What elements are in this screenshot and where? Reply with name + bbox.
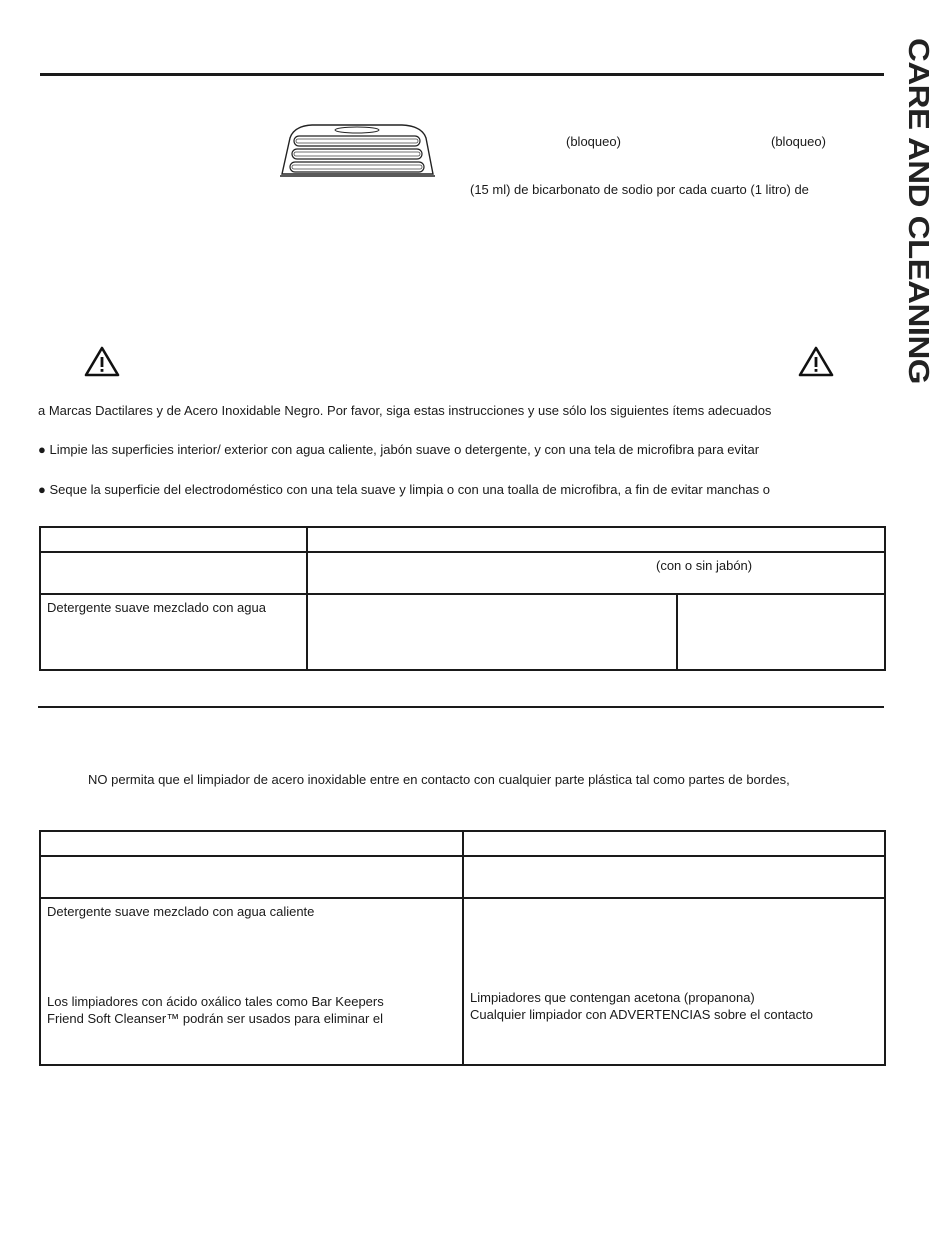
table-cell bbox=[40, 594, 307, 670]
cleaning-table-2 bbox=[39, 830, 886, 1066]
lock-label-1: (bloqueo) bbox=[566, 134, 621, 149]
table-row bbox=[40, 831, 885, 856]
stainless-plastic-warning: NO permita que el limpiador de acero inoxidable entre en contacto con cualquier parte plástica tal como partes de bordes, bbox=[88, 772, 790, 787]
table-cell bbox=[40, 552, 307, 594]
oxalic-cleaner-line-2: Friend Soft Cleanser™ podrán ser usados para eliminar el bbox=[47, 1011, 384, 1026]
table-cell bbox=[463, 856, 885, 898]
table-row bbox=[40, 856, 885, 898]
table-cell bbox=[677, 594, 885, 670]
baking-soda-text: (15 ml) de bicarbonato de sodio por cada cuarto (1 litro) de bbox=[470, 182, 809, 197]
top-rule bbox=[40, 73, 884, 76]
cleaning-table-1 bbox=[39, 526, 886, 671]
table-row bbox=[40, 552, 885, 594]
side-section-title: CARE AND CLEANING bbox=[902, 38, 936, 384]
bullet-dry-surface: ● Seque la superficie del electrodoméstico con una tela suave y limpia o con una toalla de microfibra, a fin de evitar manchas o bbox=[38, 482, 770, 497]
table-cell bbox=[307, 594, 677, 670]
warning-triangle-icon bbox=[798, 346, 834, 378]
table-cell bbox=[463, 898, 885, 1065]
mild-detergent-hot-water-text: Detergente suave mezclado con agua caliente bbox=[47, 904, 315, 919]
oxalic-cleaner-line-1: Los limpiadores con ácido oxálico tales como Bar Keepers bbox=[47, 994, 384, 1009]
table-cell bbox=[307, 552, 885, 594]
crisper-cover-illustration bbox=[278, 122, 436, 180]
table-cell bbox=[40, 856, 463, 898]
bullet-clean-surfaces: ● Limpie las superficies interior/ exterior con agua caliente, jabón suave o detergente, y con una tela de microfibra para evitar bbox=[38, 442, 760, 457]
soap-optional-text: (con o sin jabón) bbox=[656, 558, 753, 573]
table-row bbox=[40, 527, 885, 552]
lock-label-2: (bloqueo) bbox=[771, 134, 826, 149]
table-row bbox=[40, 594, 885, 670]
warning-triangle-icon bbox=[84, 346, 120, 378]
section-rule bbox=[38, 706, 884, 708]
table-header-cell bbox=[40, 527, 307, 552]
table-header-cell bbox=[40, 831, 463, 856]
warning-cleaner-text: Cualquier limpiador con ADVERTENCIAS sobre el contacto bbox=[470, 1007, 813, 1022]
mild-detergent-text: Detergente suave mezclado con agua bbox=[47, 600, 266, 615]
table-header-cell bbox=[307, 527, 885, 552]
table-header-cell bbox=[463, 831, 885, 856]
acetone-cleaner-text: Limpiadores que contengan acetona (propanona) bbox=[470, 990, 755, 1005]
stainless-intro-text: a Marcas Dactilares y de Acero Inoxidable Negro. Por favor, siga estas instrucciones y use sólo los siguientes ítems adecuados bbox=[38, 403, 772, 418]
table-row bbox=[40, 898, 885, 1065]
table-cell bbox=[40, 898, 463, 1065]
